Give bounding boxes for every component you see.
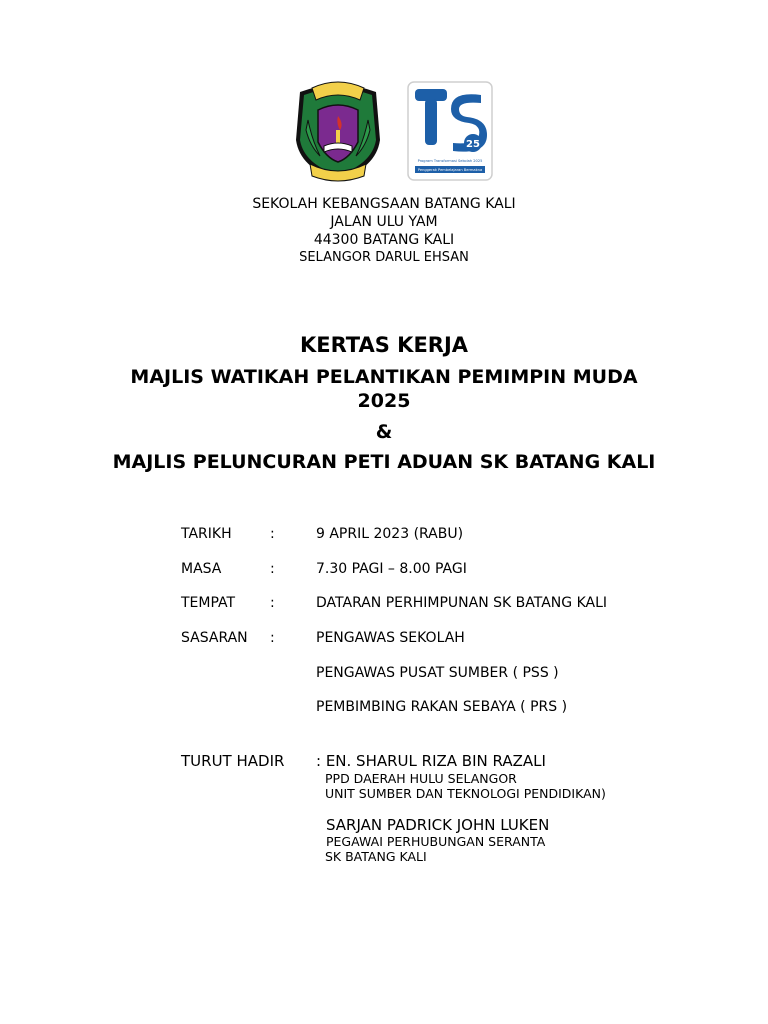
school-postcode-city: 44300 BATANG KALI: [313, 232, 455, 248]
guest1-line2: UNIT SUMBER DAN TEKNOLOGI PENDIDIKAN): [325, 786, 606, 801]
sasaran-label: SASARAN: [181, 630, 248, 646]
school-name: SEKOLAH KEBANGSAAN BATANG KALI: [252, 196, 516, 212]
masa-value: 7.30 PAGI – 8.00 PAGI: [316, 561, 467, 577]
ts25-badge-text: 25: [466, 139, 480, 150]
sasaran-colon: :: [270, 630, 275, 646]
guest2-line2: SK BATANG KALI: [325, 849, 427, 864]
sasaran-value-2: PENGAWAS PUSAT SUMBER ( PSS ): [316, 665, 559, 681]
sasaran-value-1: PENGAWAS SEKOLAH: [316, 630, 465, 646]
sasaran-value-3: PEMBIMBING RAKAN SEBAYA ( PRS ): [316, 699, 568, 715]
title-ampersand: &: [375, 421, 393, 443]
tempat-colon: :: [270, 595, 275, 611]
school-street: JALAN ULU YAM: [330, 214, 438, 230]
ts25-caption-line2: Penggerak Pembelajaran Bermakna: [417, 168, 483, 172]
event1-title-line1: MAJLIS WATIKAH PELANTIKAN PEMIMPIN MUDA: [130, 366, 638, 388]
turut-hadir-label: TURUT HADIR: [181, 752, 285, 770]
document-heading: KERTAS KERJA: [299, 333, 469, 357]
event1-title-line2: 2025: [357, 390, 411, 412]
school-state: SELANGOR DARUL EHSAN: [299, 250, 469, 265]
tarikh-colon: :: [270, 526, 275, 542]
tempat-value: DATARAN PERHIMPUNAN SK BATANG KALI: [316, 595, 608, 611]
guest2-name: SARJAN PADRICK JOHN LUKEN: [326, 816, 550, 834]
guest2-line1: PEGAWAI PERHUBUNGAN SERANTA: [326, 834, 546, 849]
school-crest-logo: [290, 80, 386, 184]
masa-colon: :: [270, 561, 275, 577]
ts25-logo: [407, 81, 493, 181]
ts25-caption-line1: Program Transformasi Sekolah 2025: [417, 159, 483, 163]
guest1-line1: PPD DAERAH HULU SELANGOR: [325, 771, 517, 786]
tarikh-label: TARIKH: [181, 526, 232, 542]
guest1-name: : EN. SHARUL RIZA BIN RAZALI: [316, 752, 546, 770]
event2-title: MAJLIS PELUNCURAN PETI ADUAN SK BATANG KALI: [112, 451, 656, 473]
tempat-label: TEMPAT: [181, 595, 236, 611]
masa-label: MASA: [181, 561, 222, 577]
tarikh-value: 9 APRIL 2023 (RABU): [316, 526, 464, 542]
